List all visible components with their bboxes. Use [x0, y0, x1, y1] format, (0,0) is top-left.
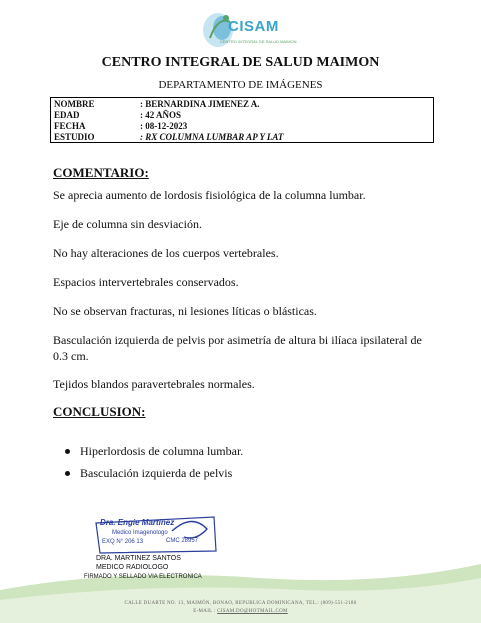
patient-value: : BERNARDINA JIMENEZ A. — [140, 99, 260, 109]
stamp-name: Dra. Engie Martinez — [100, 518, 175, 527]
logo-subtext: CENTRO INTEGRAL DE SALUD MAIMON — [220, 39, 297, 44]
page-title: CENTRO INTEGRAL DE SALUD MAIMON — [101, 55, 380, 70]
logo-wordmark: CISAM — [228, 18, 279, 35]
list-item — [53, 443, 433, 465]
patient-row-date — [54, 121, 187, 131]
patient-value: : RX COLUMNA LUMBAR AP Y LAT — [140, 132, 284, 142]
comentario-paragraph: No hay alteraciones de los cuerpos vertebrales. — [53, 246, 279, 260]
conclusion-item-text: Basculación izquierda de pelvis — [80, 466, 233, 480]
department-title: DEPARTAMENTO DE IMÁGENES — [158, 79, 323, 91]
conclusion-item-text: Hiperlordosis de columna lumbar. — [80, 444, 244, 458]
patient-info-box — [50, 97, 434, 143]
footer-email — [0, 609, 481, 614]
comentario-paragraph: Tejidos blandos paravertebrales normales. — [53, 377, 255, 391]
doctor-title: MEDICO RADIOLOGO — [96, 564, 169, 571]
comentario-paragraph: Basculación izquierda de pelvis por asimetría de altura bi ilíaca ipsilateral de 0.3 cm. — [53, 333, 422, 363]
bullet-icon — [65, 471, 70, 476]
bullet-icon — [65, 449, 70, 454]
patient-label: EDAD — [54, 110, 80, 120]
signature-note: FIRMADO Y SELLADO VIA ELECTRONICA — [84, 574, 202, 580]
footer-address: CALLE DUARTE NO. 13, MAIMÓN, BONAO, REPUBLICA DOMINICANA, TEL.: (809)-551-2186 — [124, 601, 357, 606]
conclusion-heading: CONCLUSION: — [53, 404, 146, 419]
list-item — [53, 465, 433, 487]
patient-row-name — [54, 99, 260, 109]
stamp-role: Medico Imagenologo — [112, 530, 168, 536]
patient-label: NOMBRE — [54, 99, 95, 109]
comentario-paragraph: No se observan fracturas, ni lesiones líticas o blásticas. — [53, 304, 317, 318]
stamp-exequatur: EXQ N° 206 13 — [102, 539, 144, 545]
patient-label: FECHA — [54, 121, 86, 131]
comentario-paragraph: Se aprecia aumento de lordosis fisiológica de la columna lumbar. — [53, 188, 366, 202]
patient-value: : 08-12-2023 — [140, 121, 188, 131]
patient-row-study — [54, 132, 283, 142]
patient-label: ESTUDIO — [54, 132, 95, 142]
email-link[interactable]: CISAM.DO@HOTMAIL.COM — [217, 609, 288, 614]
email-label: E-MAIL : — [193, 609, 216, 614]
comentario-paragraph: Espacios intervertebrales conservados. — [53, 275, 239, 289]
comentario-heading: COMENTARIO: — [53, 165, 149, 180]
patient-row-age — [54, 110, 181, 120]
doctor-name: DRA. MARTINEZ SANTOS — [96, 555, 181, 562]
conclusion-list — [53, 443, 433, 487]
comentario-paragraph: Eje de columna sin desviación. — [53, 217, 202, 231]
patient-value: : 42 AÑOS — [140, 110, 182, 120]
stamp-cmd: CMC 28957 — [166, 538, 199, 544]
